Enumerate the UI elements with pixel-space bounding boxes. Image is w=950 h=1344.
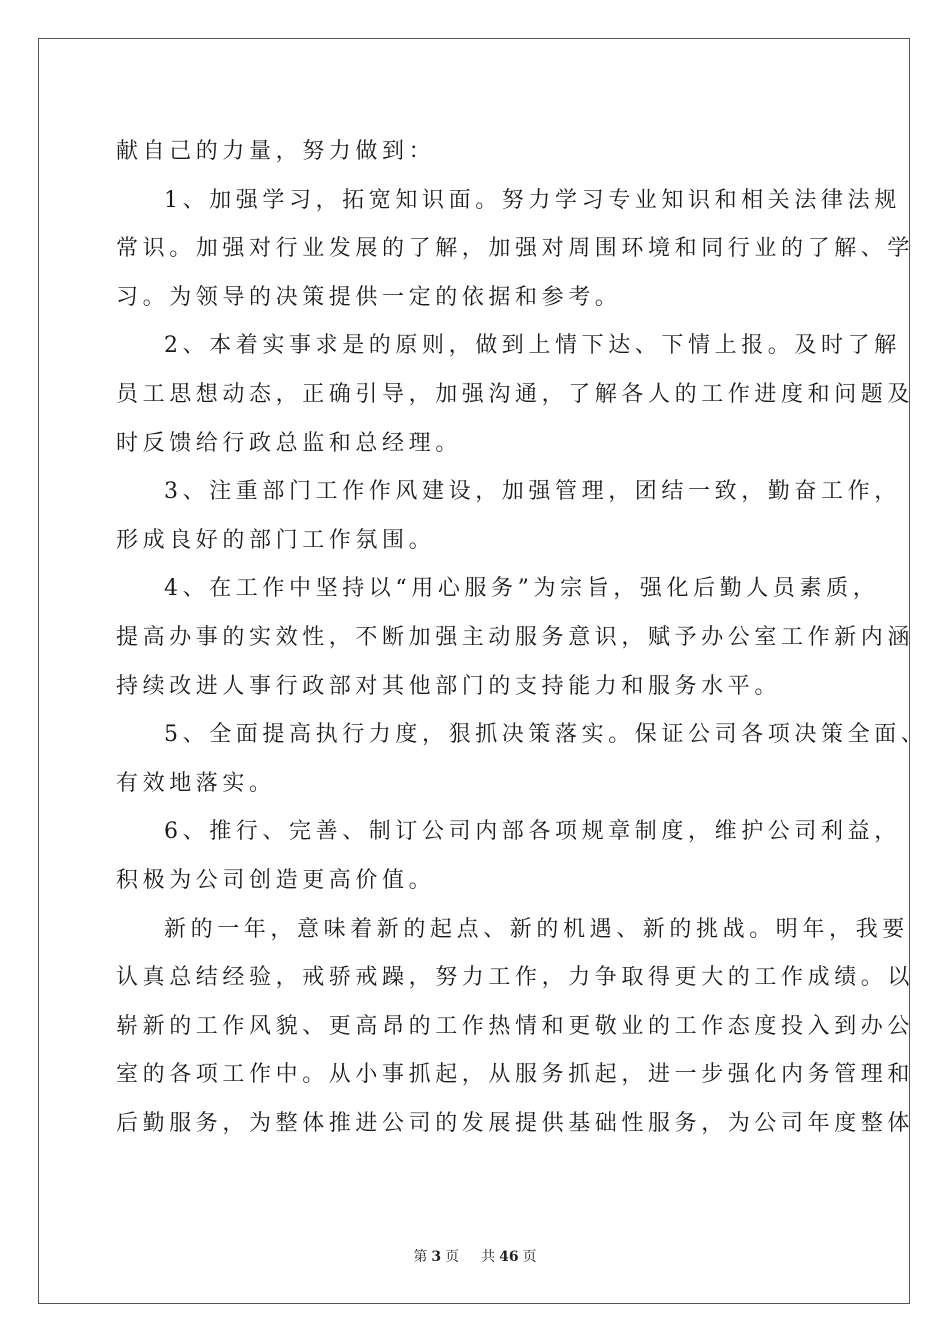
page-suffix: 页 [445,1249,460,1265]
text-line: 员工思想动态，正确引导，加强沟通，了解各人的工作进度和问题及 [116,381,915,407]
text-line: 6、推行、完善、制订公司内部各项规章制度，维护公司利益， [164,819,901,845]
text-line: 形成良好的部门工作氛围。 [116,527,436,553]
total-prefix: 共 [481,1249,496,1265]
text-line: 新的一年，意味着新的起点、新的机遇、新的挑战。明年，我要 [164,916,909,942]
text-line: 献自己的力量，努力做到： [116,139,436,164]
text-line: 积极为公司创造更高价值。 [116,867,436,893]
text-line: 室的各项工作中。从小事抓起，从服务抓起，进一步强化内务管理和 [116,1062,915,1088]
text-line: 常识。加强对行业发展的了解，加强对周围环境和同行业的了解、学 [116,236,915,262]
text-line: 提高办事的实效性，不断加强主动服务意识，赋予办公室工作新内涵 [116,624,915,650]
text-line: 后勤服务，为整体推进公司的发展提供基础性服务，为公司年度整体 [116,1110,915,1136]
text-line: 崭新的工作风貌、更高昂的工作热情和更敬业的工作态度投入到办公 [116,1013,915,1039]
total-pages: 46 [499,1249,519,1265]
text-line: 2、本着实事求是的原则，做到上情下达、下情上报。及时了解 [164,333,901,359]
page-prefix: 第 [413,1249,428,1265]
text-line: 时反馈给行政总监和总经理。 [116,430,462,456]
page-footer [0,1246,950,1266]
text-line: 4、在工作中坚持以“用心服务”为宗旨，强化后勤人员素质， [164,576,880,602]
document-body [116,128,928,1148]
page-number: 3 [431,1249,442,1265]
text-line: 3、注重部门工作作风建设，加强管理，团结一致，勤奋工作， [164,479,901,505]
text-line: 5、全面提高执行力度，狠抓决策落实。保证公司各项决策全面、 [164,722,928,748]
text-line: 习。为领导的决策提供一定的依据和参考。 [116,284,622,310]
text-line: 持续改进人事行政部对其他部门的支持能力和服务水平。 [116,673,782,699]
text-line: 认真总结经验，戒骄戒躁，努力工作，力争取得更大的工作成绩。以 [116,965,915,991]
total-suffix: 页 [522,1249,537,1265]
text-line: 1、加强学习，拓宽知识面。努力学习专业知识和相关法律法规 [164,187,901,213]
text-line: 有效地落实。 [116,770,276,796]
